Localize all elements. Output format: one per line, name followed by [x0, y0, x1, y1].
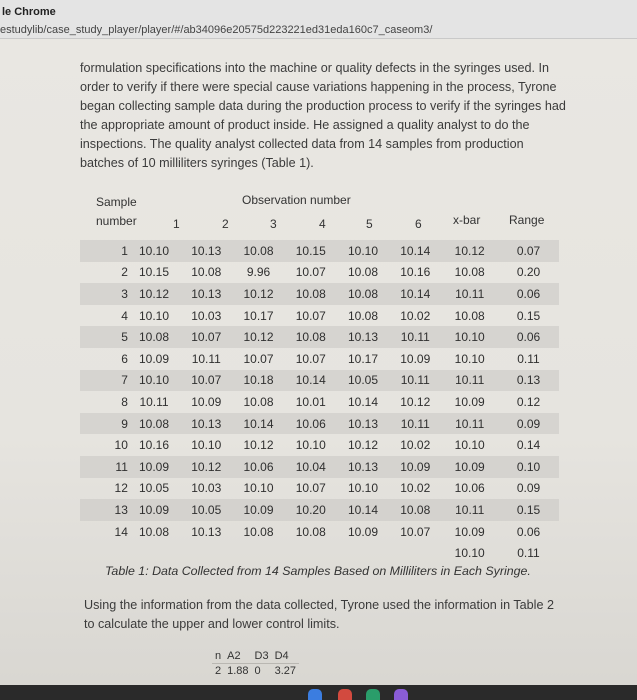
- table-row: [80, 305, 559, 327]
- observation-value: 10.10: [128, 370, 180, 392]
- summary-spacer: [80, 542, 128, 564]
- observation-value: 10.11: [139, 394, 169, 409]
- address-bar-url[interactable]: estudylib/case_study_player/player/#/ab34096e20575d223221ed31eda160c7_caseom3/: [0, 24, 433, 36]
- xbar-value: 10.12: [441, 240, 498, 262]
- observation-value: 10.14: [389, 240, 441, 262]
- sample-number: 11: [80, 456, 128, 478]
- observation-value: 10.11: [191, 351, 221, 366]
- observation-value: 10.17: [348, 351, 379, 366]
- observation-value: 10.08: [128, 326, 180, 348]
- t2-value-d4: 3.27: [272, 664, 299, 679]
- range-value: 0.07: [498, 240, 559, 262]
- observation-value: 10.13: [337, 413, 389, 435]
- observation-value: 10.08: [285, 283, 337, 305]
- range-header: Range: [509, 213, 545, 227]
- observation-value: 10.01: [295, 394, 326, 409]
- table-row: [80, 499, 559, 521]
- summary-spacer: [180, 542, 232, 564]
- xbar-value: 10.11: [441, 499, 498, 521]
- observation-value: 10.14: [337, 499, 389, 521]
- observation-value: 10.15: [139, 265, 170, 280]
- observation-value: 10.07: [295, 481, 326, 496]
- sample-header-line1: Sample: [96, 195, 137, 209]
- observation-value: 10.08: [191, 265, 222, 280]
- observation-value: 10.09: [128, 499, 180, 521]
- observation-value: 10.06: [232, 456, 284, 478]
- range-value: 0.10: [498, 456, 559, 478]
- observation-value: 10.08: [139, 524, 170, 539]
- observation-value: 10.12: [232, 283, 284, 305]
- observation-value: 10.08: [128, 413, 180, 435]
- sample-number: 2: [121, 265, 128, 280]
- summary-spacer: [337, 542, 389, 564]
- xbar-value: 10.11: [441, 370, 498, 392]
- range-value: 0.14: [516, 438, 541, 453]
- observation-value: 10.10: [191, 438, 222, 453]
- obs-col-header-1: 1: [173, 217, 180, 231]
- app-title: le Chrome: [2, 6, 56, 18]
- range-value: 0.09: [516, 481, 541, 496]
- summary-spacer: [389, 542, 441, 564]
- xbar-header: x-bar: [453, 213, 481, 227]
- range-value: 0.13: [498, 370, 559, 392]
- sample-number: 6: [121, 351, 128, 366]
- dock-icon[interactable]: [366, 689, 380, 700]
- observation-value: 10.02: [400, 308, 431, 323]
- t2-value-a2: 1.88: [224, 664, 251, 679]
- observation-value: 10.08: [243, 394, 274, 409]
- observation-value: 10.13: [180, 240, 232, 262]
- xbar-value: 10.10: [441, 326, 498, 348]
- range-value: 0.09: [498, 413, 559, 435]
- observation-value: 10.08: [389, 499, 441, 521]
- table-row: [80, 434, 559, 456]
- observation-value: 10.07: [180, 370, 232, 392]
- followup-text: Using the information from the data collected, Tyrone used the information in Table 2 to calculate the upper and lower control limits.: [84, 598, 554, 631]
- observation-value: 10.15: [285, 240, 337, 262]
- observation-value: 10.13: [180, 413, 232, 435]
- observation-value: 10.13: [180, 283, 232, 305]
- table-row: [80, 391, 559, 413]
- observation-value: 10.11: [389, 326, 441, 348]
- dock-icon[interactable]: [338, 689, 352, 700]
- observation-value: 10.07: [180, 326, 232, 348]
- t2-header-a2: A2: [227, 650, 241, 662]
- dock-icon[interactable]: [308, 689, 322, 700]
- sample-number: 7: [80, 370, 128, 392]
- range-value: 0.15: [498, 499, 559, 521]
- observation-value: 10.14: [232, 413, 284, 435]
- xbar-grand-mean: 10.10: [454, 546, 485, 561]
- case-study-page: [0, 39, 637, 700]
- observation-value: 10.09: [139, 351, 170, 366]
- table-row: [80, 478, 559, 500]
- observation-value: 10.09: [232, 499, 284, 521]
- range-value: 0.06: [516, 524, 541, 539]
- observation-value: 10.07: [400, 524, 431, 539]
- observation-value: 10.08: [243, 524, 274, 539]
- observation-value: 10.05: [180, 499, 232, 521]
- t2-header-d4: D4: [274, 650, 289, 662]
- summary-row: [80, 542, 559, 564]
- observation-value: 10.10: [348, 481, 379, 496]
- observation-value: 10.12: [348, 438, 379, 453]
- table1-caption: Table 1: Data Collected from 14 Samples Based on Milliliters in Each Syringe.: [105, 564, 531, 578]
- xbar-value: 10.09: [454, 524, 485, 539]
- table-row: [80, 326, 559, 348]
- table-row: [80, 262, 559, 284]
- observation-value: 10.09: [400, 351, 431, 366]
- observation-value: 10.10: [337, 240, 389, 262]
- table-row: [80, 283, 559, 305]
- summary-spacer: [285, 542, 337, 564]
- data-table: [80, 240, 559, 564]
- xbar-value: 10.10: [454, 438, 485, 453]
- observation-header: Observation number: [242, 193, 351, 207]
- summary-spacer: [128, 542, 180, 564]
- obs-col-header-6: 6: [415, 217, 422, 231]
- xbar-value: 10.10: [454, 351, 485, 366]
- obs-col-header-2: 2: [222, 217, 229, 231]
- range-mean: 0.11: [517, 546, 540, 561]
- sample-number: 5: [80, 326, 128, 348]
- observation-value: 10.08: [285, 326, 337, 348]
- observation-value: 10.16: [400, 265, 431, 280]
- taskbar: [0, 685, 637, 700]
- observation-value: 10.18: [232, 370, 284, 392]
- intro-text: formulation specifications into the machine or quality defects in the syringes used. In order to verify if there were special cause variations happening in the process, Tyrone began collecting sample data during the production process to verify if the syringes had the appropriate amount of product inside. He assigned a quality analyst to do the inspections. The quality analyst collected data from 14 samples from production batches of 10 milliliters syringes (Table 1).: [80, 61, 566, 170]
- browser-titlebar: [0, 0, 637, 39]
- observation-value: 10.08: [348, 265, 379, 280]
- observation-value: 10.02: [400, 481, 431, 496]
- observation-value: 10.10: [243, 481, 274, 496]
- range-value: 0.11: [517, 351, 540, 366]
- observation-value: 10.10: [128, 240, 180, 262]
- observation-value: 10.10: [139, 308, 170, 323]
- observation-value: 10.08: [295, 524, 326, 539]
- table-row: [80, 240, 559, 262]
- observation-value: 10.13: [337, 326, 389, 348]
- obs-col-header-3: 3: [270, 217, 277, 231]
- observation-value: 10.07: [243, 351, 274, 366]
- control-constants-table: [212, 649, 299, 678]
- observation-value: 10.08: [337, 283, 389, 305]
- xbar-value: 10.06: [454, 481, 485, 496]
- observation-value: 10.20: [285, 499, 337, 521]
- observation-value: 10.08: [232, 240, 284, 262]
- observation-value: 10.13: [337, 456, 389, 478]
- xbar-value: 10.08: [454, 265, 485, 280]
- obs-col-header-4: 4: [319, 217, 326, 231]
- observation-value: 10.07: [295, 308, 326, 323]
- sample-number: 8: [121, 394, 128, 409]
- observation-value: 10.12: [400, 394, 431, 409]
- observation-value: 10.17: [243, 308, 274, 323]
- observation-value: 10.12: [128, 283, 180, 305]
- xbar-value: 10.09: [441, 456, 498, 478]
- t2-header-n: n: [215, 650, 222, 662]
- sample-number: 10: [114, 438, 128, 453]
- observation-value: 10.16: [139, 438, 170, 453]
- sample-number: 14: [114, 524, 128, 539]
- observation-value: 10.14: [348, 394, 379, 409]
- observation-value: 10.08: [348, 308, 379, 323]
- observation-value: 10.03: [191, 481, 222, 496]
- observation-value: 9.96: [246, 265, 271, 280]
- observation-value: 10.02: [400, 438, 431, 453]
- range-value: 0.06: [498, 283, 559, 305]
- table-row: [80, 348, 559, 370]
- observation-value: 10.12: [232, 326, 284, 348]
- range-value: 0.06: [498, 326, 559, 348]
- t2-value-d3: 0: [252, 664, 272, 679]
- table-row: [80, 370, 559, 392]
- observation-value: 10.09: [128, 456, 180, 478]
- observation-value: 10.04: [285, 456, 337, 478]
- observation-value: 10.09: [348, 524, 379, 539]
- observation-value: 10.05: [139, 481, 170, 496]
- xbar-value: 10.08: [454, 308, 485, 323]
- table-row: [80, 413, 559, 435]
- t2-header-d3: D3: [254, 650, 269, 662]
- sample-number: 13: [80, 499, 128, 521]
- summary-spacer: [232, 542, 284, 564]
- sample-number: 3: [80, 283, 128, 305]
- range-value: 0.20: [516, 265, 541, 280]
- dock-icon[interactable]: [394, 689, 408, 700]
- observation-value: 10.06: [285, 413, 337, 435]
- xbar-value: 10.09: [454, 394, 485, 409]
- observation-value: 10.12: [243, 438, 274, 453]
- observation-value: 10.07: [295, 351, 326, 366]
- sample-number: 4: [121, 308, 128, 323]
- range-value: 0.15: [516, 308, 541, 323]
- intro-paragraph: [80, 59, 570, 173]
- sample-header-line2: number: [96, 214, 137, 228]
- observation-value: 10.13: [191, 524, 222, 539]
- observation-value: 10.09: [389, 456, 441, 478]
- range-value: 0.12: [516, 394, 541, 409]
- xbar-value: 10.11: [441, 283, 498, 305]
- table-row: [80, 456, 559, 478]
- sample-number: 12: [114, 481, 128, 496]
- observation-value: 10.05: [337, 370, 389, 392]
- obs-col-header-5: 5: [366, 217, 373, 231]
- observation-value: 10.12: [180, 456, 232, 478]
- observation-value: 10.07: [295, 265, 326, 280]
- observation-value: 10.14: [285, 370, 337, 392]
- xbar-value: 10.11: [441, 413, 498, 435]
- t2-value-n: 2: [212, 664, 224, 679]
- sample-number: 1: [80, 240, 128, 262]
- observation-value: 10.14: [389, 283, 441, 305]
- followup-paragraph: [84, 596, 554, 634]
- observation-value: 10.11: [389, 370, 441, 392]
- sample-number: 9: [80, 413, 128, 435]
- observation-value: 10.03: [191, 308, 222, 323]
- table-row: [80, 521, 559, 543]
- observation-value: 10.11: [389, 413, 441, 435]
- observation-value: 10.09: [191, 394, 222, 409]
- observation-value: 10.10: [295, 438, 326, 453]
